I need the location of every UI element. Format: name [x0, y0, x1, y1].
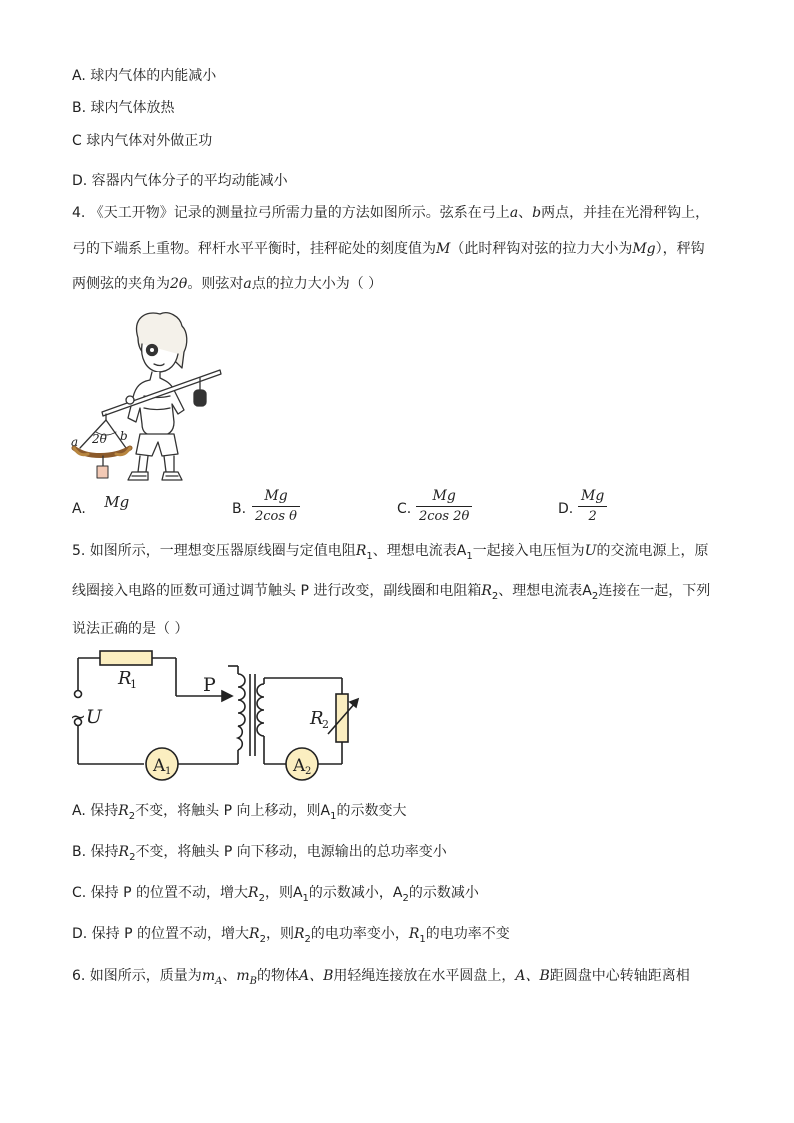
q4-option-b-letter: B.: [232, 501, 247, 517]
q4-figure-label-a: a: [71, 435, 79, 449]
q5-option-a: A. 保持$R_2$不变，将触头 P 向上移动，则$A_1$的示数变大: [72, 803, 407, 822]
q4-option-a: A. Mg: [72, 493, 130, 517]
q5-ammeter-a1-label: A: [153, 756, 166, 776]
q5-stem-line1: 5. 如图所示，一理想变压器原线圈与定值电阻$R_1$、理想电流表$A_1$一起接入电压恒为U的交流电源上，原: [72, 543, 709, 562]
q4-option-b-fraction: $\frac{Mg}{\text{2cos θ}}$: [252, 488, 300, 524]
q5-label-r2-sub: 2: [322, 718, 329, 731]
q4-figure-label-b: b: [120, 429, 128, 443]
q3-option-a: A. 球内气体的内能减小: [72, 68, 217, 84]
q5-circuit-diagram: [66, 644, 366, 784]
q5-label-r1-sub: 1: [130, 678, 137, 691]
q5-ammeter-a2-sub: 2: [305, 766, 312, 777]
q4-stem-line1: 4. 《天工开物》记录的测量拉弓所需力量的方法如图所示。弦系在弓上a、b两点，并挂在光滑秤钩上，: [72, 205, 710, 221]
q5-label-p: P: [203, 674, 216, 696]
q3-option-d: D. 容器内气体分子的平均动能减小: [72, 173, 288, 189]
q5-stem-line2: 线圈接入电路的匝数可通过调节触头 P 进行改变，副线圈和电阻箱$R_2$、理想电流表$A_2$连接在一起，下列: [72, 583, 711, 602]
q6-stem-line1: 6. 如图所示，质量为$m_A$、$m_B$的物体A、B用轻绳连接放在水平圆盘上，A、B距圆盘中心转轴距离相: [72, 968, 690, 987]
q4-option-c-letter: C.: [397, 501, 412, 517]
q4-option-d-fraction: $\frac{Mg}{2}$: [578, 488, 607, 524]
q5-label-r1: R: [118, 668, 132, 689]
q4-figure-label-angle: 2θ: [92, 432, 107, 446]
q5-option-b: B. 保持$R_2$不变，将触头 P 向下移动，电源输出的总功率变小: [72, 844, 447, 863]
q5-label-r2: R: [310, 708, 324, 729]
q5-option-d: D. 保持 P 的位置不动，增大$R_2$，则$R_2$的电功率变小，$R_1$的电功率不变: [72, 926, 510, 945]
q4-steelyard-figure: [66, 308, 226, 486]
q5-label-u: ~U: [70, 706, 102, 728]
q5-ammeter-a2-label: A: [293, 756, 306, 776]
q4-option-c-fraction: $\frac{Mg}{2\cos 2\theta}$: [416, 488, 472, 524]
q5-ammeter-a1-sub: 1: [165, 766, 172, 777]
q4-stem-line3: 两侧弦的夹角为2θ。则弦对a点的拉力大小为（ ）: [72, 276, 383, 292]
q3-option-c: C 球内气体对外做正功: [72, 133, 213, 149]
q4-option-d-letter: D.: [558, 501, 574, 517]
q5-stem-line3: 说法正确的是（ ）: [72, 621, 189, 637]
q5-option-c: C. 保持 P 的位置不动，增大$R_2$，则$A_1$的示数减小，$A_2$的示数减小: [72, 885, 479, 904]
q3-option-b: B. 球内气体放热: [72, 100, 175, 116]
q4-stem-line2: 弓的下端系上重物。秤杆水平平衡时，挂秤砣处的刻度值为M（此时秤钩对弦的拉力大小为Mg），秤钩: [72, 241, 705, 257]
